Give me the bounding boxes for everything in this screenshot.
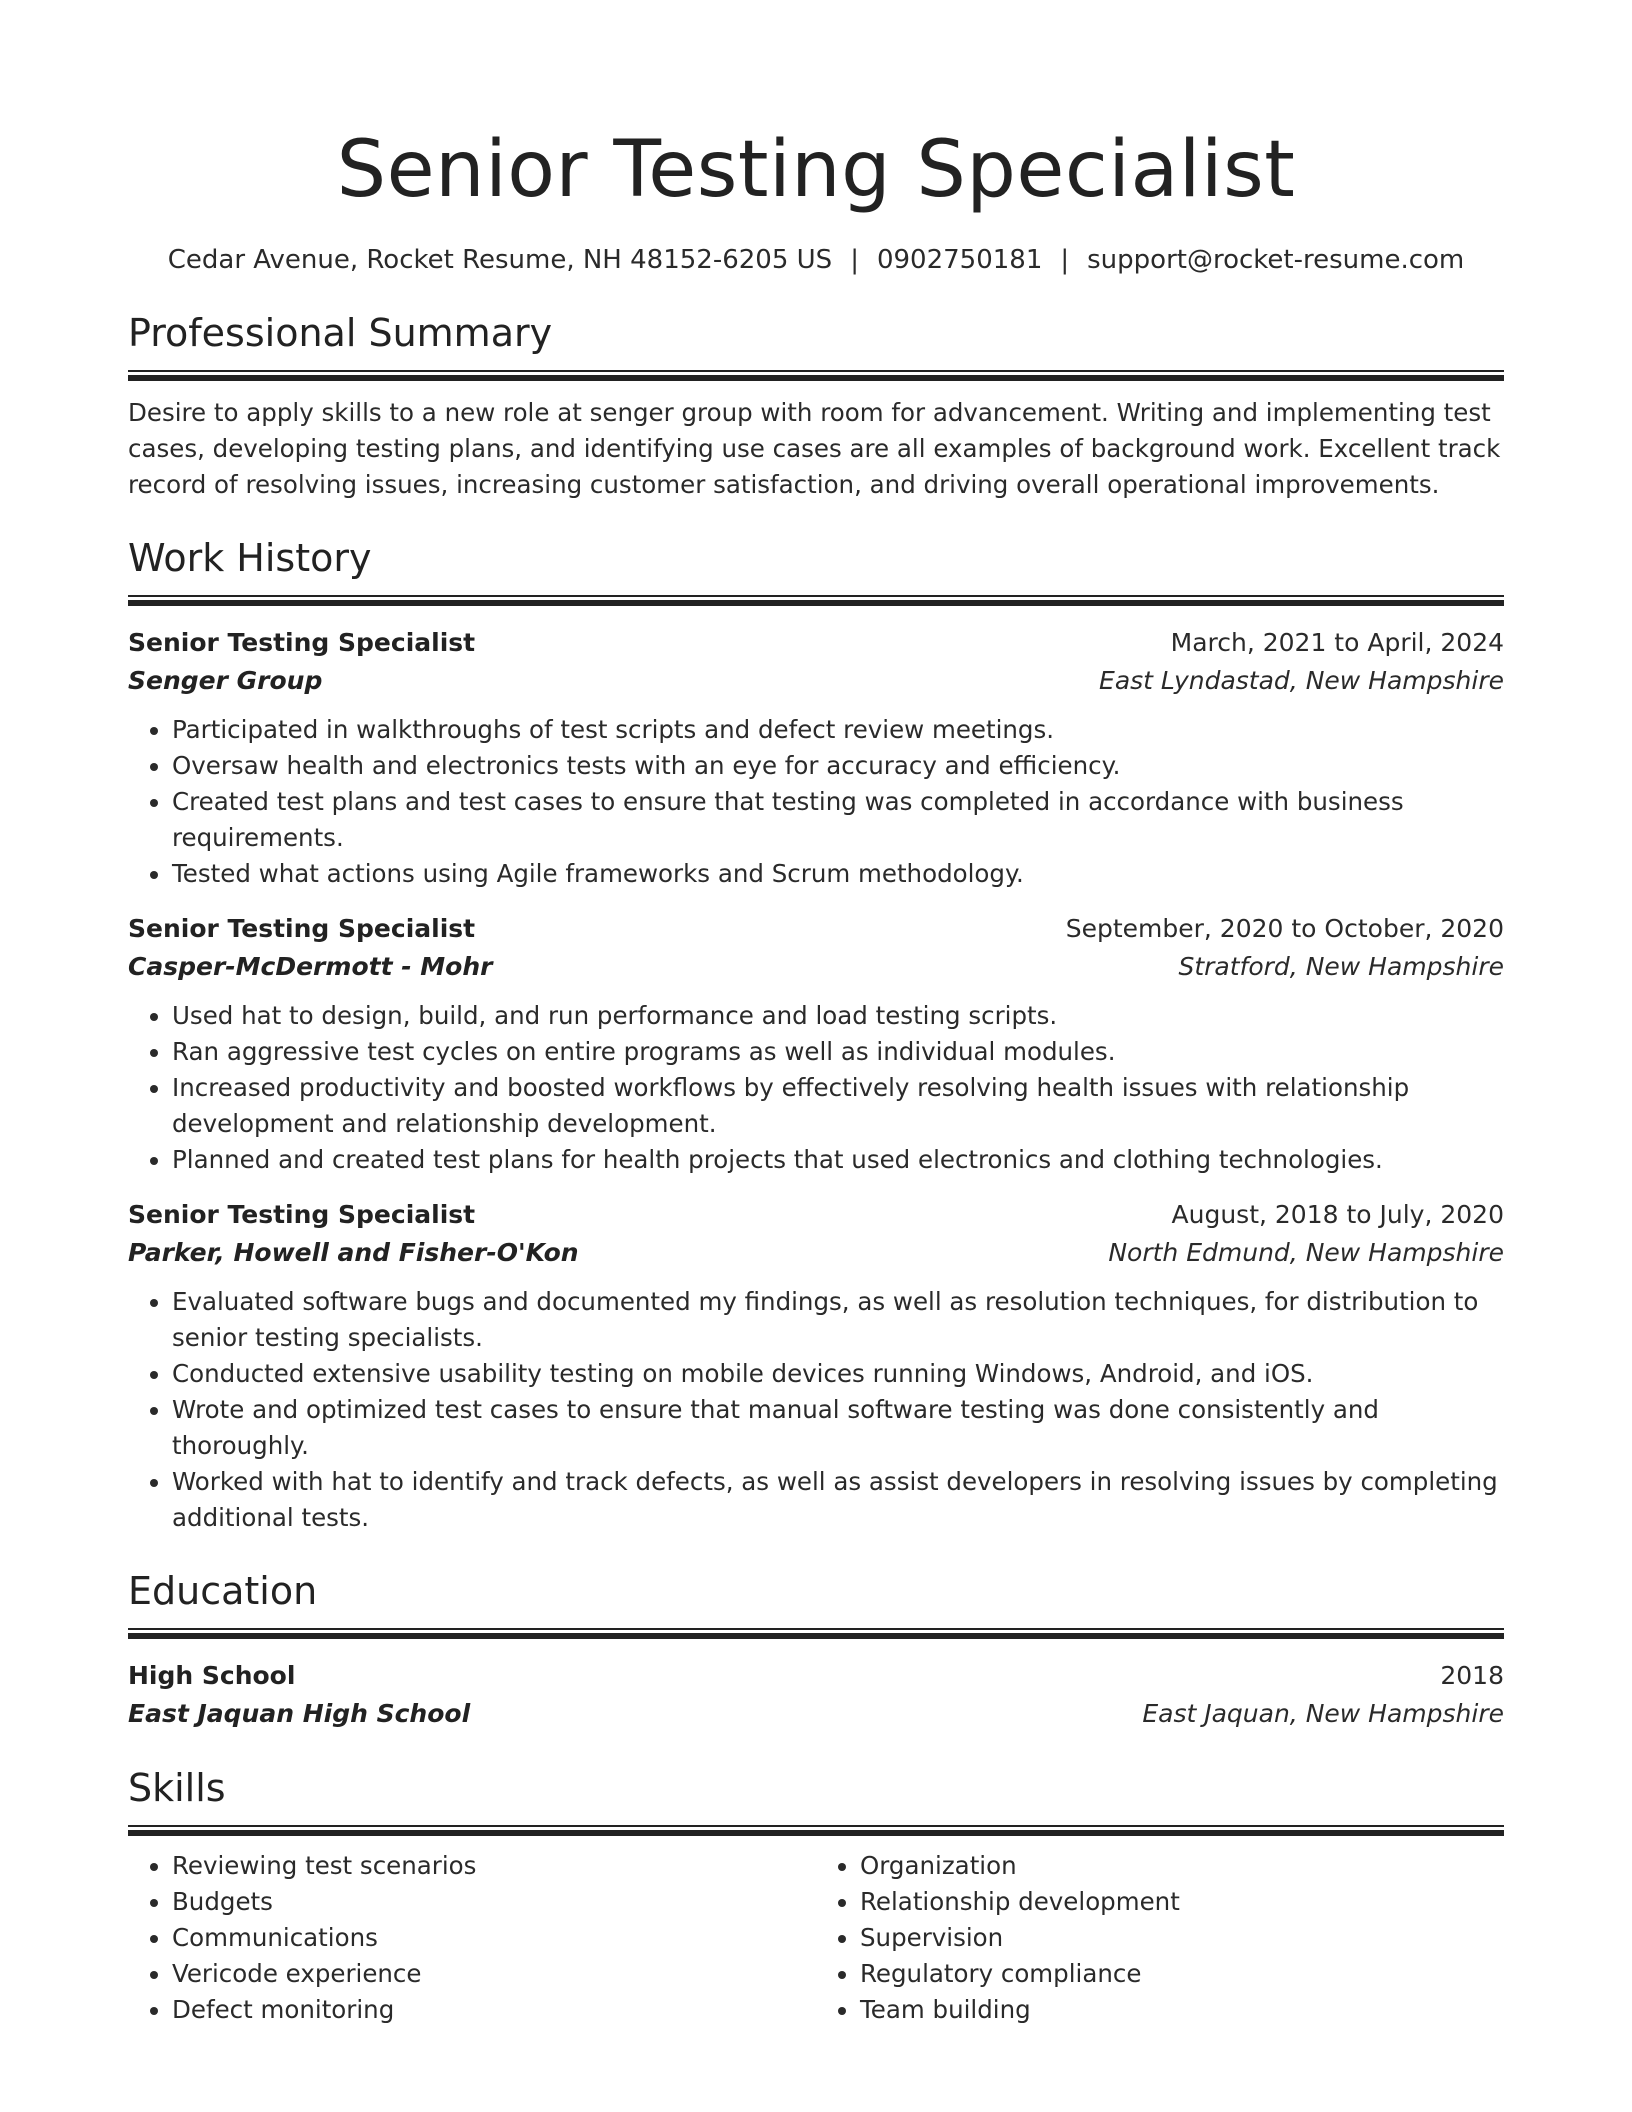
skill-item: • Team building — [860, 1992, 1504, 2028]
section-divider — [128, 370, 1504, 381]
skill-item: • Budgets — [172, 1884, 816, 1920]
education-location: East Jaquan, New Hampshire — [1142, 1699, 1504, 1728]
job-title: Senior Testing Specialist — [128, 1200, 476, 1229]
skills-column-left — [128, 1848, 816, 2028]
skill-item: • Relationship development — [860, 1884, 1504, 1920]
job-entry — [128, 624, 1504, 892]
job-company: Senger Group — [128, 666, 323, 695]
education-section — [128, 1566, 1504, 1733]
job-dates: August, 2018 to July, 2020 — [1171, 1200, 1504, 1229]
summary-section — [128, 308, 1504, 503]
job-bullets — [128, 1284, 1504, 1536]
job-title: Senior Testing Specialist — [128, 914, 476, 943]
skill-item: • Communications — [172, 1920, 816, 1956]
skill-item: • Reviewing test scenarios — [172, 1848, 816, 1884]
skills-section — [128, 1763, 1504, 2028]
section-title-skills: Skills — [128, 1766, 226, 1810]
section-divider — [128, 1825, 1504, 1836]
section-title-work-history: Work History — [128, 536, 372, 580]
skill-item: • Organization — [860, 1848, 1504, 1884]
job-location: North Edmund, New Hampshire — [1108, 1238, 1504, 1267]
job-location: Stratford, New Hampshire — [1178, 952, 1504, 981]
work-history-section — [128, 533, 1504, 1536]
resume-name: Senior Testing Specialist — [336, 125, 1296, 215]
job-dates: March, 2021 to April, 2024 — [1170, 628, 1504, 657]
skill-item: • Supervision — [860, 1920, 1504, 1956]
section-divider — [128, 595, 1504, 606]
job-bullet: • Tested what actions using Agile frameworks and Scrum methodology. — [172, 856, 1504, 892]
job-location: East Lyndastad, New Hampshire — [1099, 666, 1504, 695]
job-entry — [128, 910, 1504, 1178]
contact-line — [128, 242, 1504, 278]
job-entry — [128, 1196, 1504, 1536]
job-bullet: • Increased productivity and boosted workflows by effectively resolving health issues with relationship development and relationship development. — [172, 1070, 1504, 1142]
contact-phone: 0902750181 — [876, 245, 1043, 275]
job-company: Parker, Howell and Fisher-O'Kon — [128, 1238, 579, 1267]
skill-item: • Vericode experience — [172, 1956, 816, 1992]
summary-text: Desire to apply skills to a new role at senger group with room for advancement. Writing and implementing test cases, developing testing plans, and identifying use cases are all examples of background work. Excellent track record of resolving issues, increasing customer satisfaction, and driving overall operational improvements. — [128, 398, 1501, 499]
job-company: Casper-McDermott - Mohr — [128, 952, 493, 981]
education-year: 2018 — [1440, 1661, 1504, 1690]
contact-address: Cedar Avenue, Rocket Resume, NH 48152-6205 US — [167, 245, 833, 275]
job-dates: September, 2020 to October, 2020 — [1065, 914, 1504, 943]
section-divider — [128, 1628, 1504, 1639]
job-bullet: • Wrote and optimized test cases to ensure that manual software testing was done consistently and thoroughly. — [172, 1392, 1504, 1464]
skill-item: • Regulatory compliance — [860, 1956, 1504, 1992]
skill-item: • Defect monitoring — [172, 1992, 816, 2028]
job-bullets — [128, 712, 1504, 892]
contact-separator: | — [850, 245, 859, 275]
job-bullet: • Oversaw health and electronics tests with an eye for accuracy and efficiency. — [172, 748, 1504, 784]
contact-separator: | — [1060, 245, 1070, 275]
education-degree: High School — [128, 1661, 296, 1690]
job-bullet: • Participated in walkthroughs of test scripts and defect review meetings. — [172, 712, 1504, 748]
job-bullet: • Ran aggressive test cycles on entire programs as well as individual modules. — [172, 1034, 1504, 1070]
job-bullets — [128, 998, 1504, 1178]
job-bullet: • Created test plans and test cases to ensure that testing was completed in accordance with business requirements. — [172, 784, 1504, 856]
contact-email: support@rocket-resume.com — [1087, 245, 1465, 275]
job-bullet: • Conducted extensive usability testing on mobile devices running Windows, Android, and iOS. — [172, 1356, 1504, 1392]
job-title: Senior Testing Specialist — [128, 628, 476, 657]
job-bullet: • Planned and created test plans for health projects that used electronics and clothing technologies. — [172, 1142, 1504, 1178]
skills-grid — [128, 1848, 1504, 2028]
education-school: East Jaquan High School — [128, 1699, 471, 1728]
job-bullet: • Used hat to design, build, and run performance and load testing scripts. — [172, 998, 1504, 1034]
job-bullet: • Worked with hat to identify and track defects, as well as assist developers in resolving issues by completing additional tests. — [172, 1464, 1504, 1536]
section-title-education: Education — [128, 1569, 318, 1613]
job-bullet: • Evaluated software bugs and documented my findings, as well as resolution techniques, for distribution to senior testing specialists. — [172, 1284, 1504, 1356]
skills-column-right — [816, 1848, 1504, 2028]
section-title-summary: Professional Summary — [128, 311, 553, 355]
